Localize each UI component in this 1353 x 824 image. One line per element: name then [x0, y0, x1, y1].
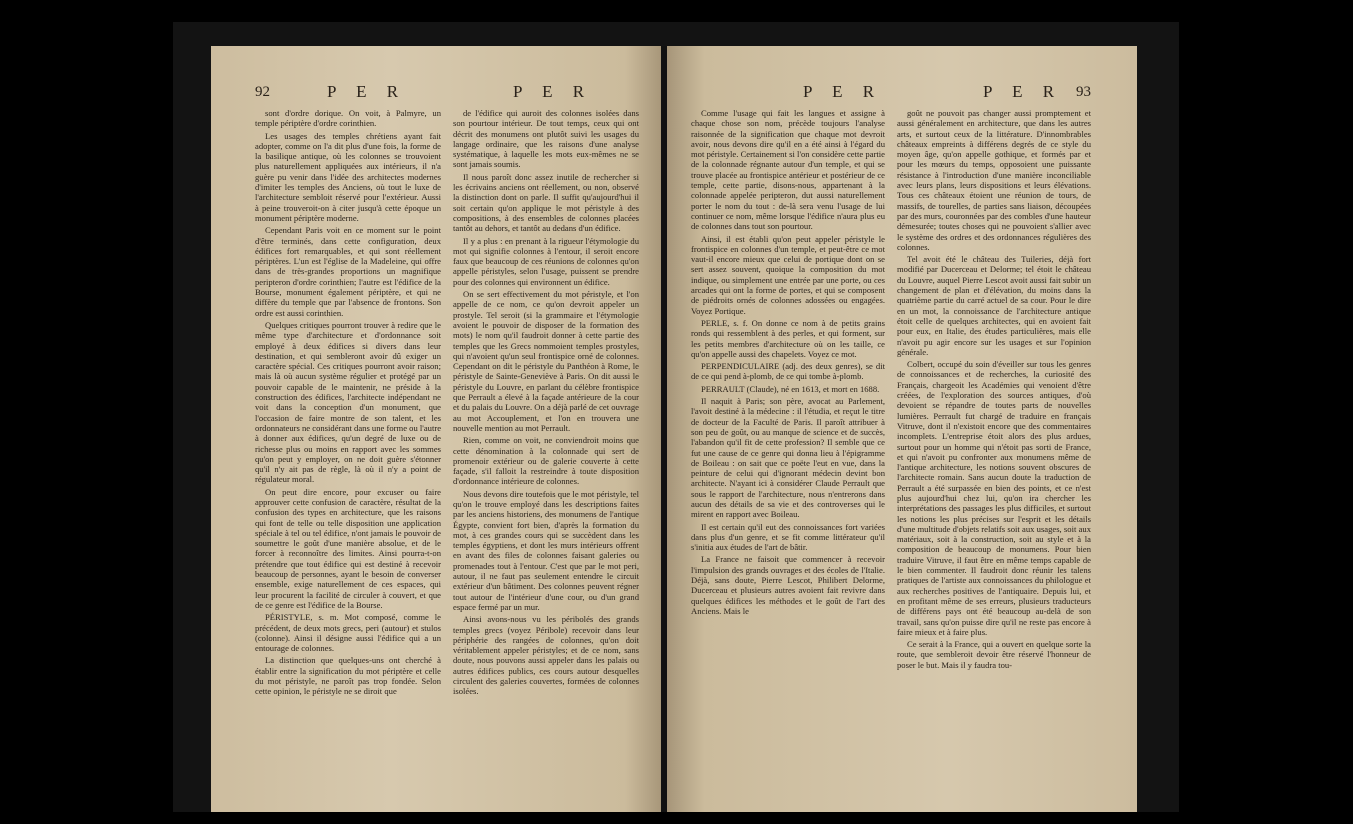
paragraph: On peut dire encore, pour excuser ou faire approuver cette confusion de caractère, résultat de la confusion des types en architecture, que les raisons qui font de telle ou telle disposition une application spéciale à tel ou tel édifice, n'ont jamais le pouvoir de soumettre le goût d'une manière absolue, et de le forcer à reconnoître des limites. Ainsi pourra-t-on prétendre que tout édifice qui est destiné à recevoir beaucoup de personnes, ayant le besoin de converser ensemble, exige naturellement de ces espaces, qui leur procurent la facilité de circuler à couvert, et que de ce genre est l'édifice de la Bourse. — [255, 486, 441, 610]
paragraph: On se sert effectivement du mot péristyle, et l'on appelle de ce nom, ce qu'on devroit appeler un prostyle. Tel seroit (si la grammaire et l'étymologie avoient le pouvoir de disposer de la formation des mots) le nom qu'il faudroit donner à cette partie des temples que les Grecs nommoient temples prostyles, qui n'avoient qu'un seul frontispice orné de colonnes. Cependant on dit le péristyle du Panthéon à Rome, le péristyle de Sainte-Geneviève à Paris. On dit aussi le péristyle du Louvre, en parlant du célèbre frontispice que Perrault a élevé à la façade antérieure de la cour et du palais du Louvre. On a déjà parlé de cet ouvrage au mot Accouplement, et l'on en trouvera une nouvelle mention au mot Perrault. — [453, 289, 639, 433]
paragraph: Rien, comme on voit, ne conviendroit moins que cette dénomination à la colonnade qui sert de promenoir extérieur ou de galerie couverte à cette façade, s'il falloit la restreindre à toute disposition d'ordonnance intérieure de colonnes. — [453, 435, 639, 487]
text-column-1 — [255, 108, 441, 798]
head-left: P E R — [803, 82, 883, 101]
paragraph: La France ne faisoit que commencer à recevoir l'impulsion des grands ouvrages et des écoles de l'Italie. Déjà, sans doute, Pierre Lescot, Philibert Delorme, Ducerceau et plusieurs autres avoient fait revivre dans quelques édifices les méthodes et le goût de l'art des Anciens. Mais le — [691, 554, 885, 616]
paragraph: PERLE, s. f. On donne ce nom à de petits grains ronds qui ressemblent à des perles, et qui forment, sur les petits membres d'architecture où on les taille, ce qu'on appelle aussi des chapelets. Voyez ce mot. — [691, 317, 885, 359]
running-head — [255, 82, 639, 102]
paragraph: Il est certain qu'il eut des connoissances fort variées dans plus d'un genre, et se fit comme littérateur qu'il s'initia aux études de l'art de bâtir. — [691, 521, 885, 553]
paragraph: de l'édifice qui auroit des colonnes isolées dans son pourtour intérieur. De tout temps, ceux qui ont décrit des monumens ont plutôt suivi les usages du langage ordinaire, que les raisons d'une analyse systématique, à laquelle les mots eux-mêmes ne se sont jamais soumis. — [453, 108, 639, 170]
page-number: 93 — [1076, 84, 1091, 100]
text-columns — [691, 108, 1091, 798]
right-page — [667, 46, 1137, 812]
paragraph: sont d'ordre dorique. On voit, à Palmyre, un temple périptère d'ordre corinthien. — [255, 108, 441, 129]
paragraph: goût ne pouvoit pas changer aussi promptement et aussi généralement en architecture, que dans les autres arts, et surtout ceux de la littérature. D'innombrables châteaux empreints à différens degrés de ce style du moyen âge, qu'on appelle gothique, et formés par et pour les mœurs du temps, opposoient une puissante résistance à l'introduction d'une manière inconciliable avec leurs plans, leurs dispositions et leurs élévations. Tous ces châteaux étoient une réunion de tours, de massifs, de tourelles, de parties sans liaison, découpées par des murs, couronnées par des combles d'une hauteur démesurée; toutes choses qui ne pouvoient s'allier avec le système des ordres et des ordonnances régulières des colonnes. — [897, 108, 1091, 252]
paragraph: Les usages des temples chrétiens ayant fait adopter, comme on l'a dit plus d'une fois, la forme de la basilique antique, où les colonnes se trouvoient plus naturellement appliquées aux intérieurs, il n'a guère pu venir dans l'idée des architectes modernes d'imiter les temples des Anciens, où tout le luxe de l'architecture sembloit réservé pour l'extérieur. Aussi à peine trouveroit-on à citer jusqu'à cette époque un monument périptère moderne. — [255, 130, 441, 223]
paragraph: Quelques critiques pourront trouver à redire que le même type d'architecture et d'ordonnance soit employé à deux édifices si divers dans leur destination, et qui sembleront avoir dû exiger un caractère spécial. Ces critiques pourront avoir raison; mais là où aucun système régulier et protégé par un pouvoir capable de le maintenir, ne préside à la construction des édifices, l'architecte indépendant ne voit dans la conception d'un monument, que l'occasion de faire montre de son talent, et les ordonnateurs ne considérant dans une forme ou l'autre à donner aux édifices, qu'un degré de luxe ou de richesse plus ou moins en rapport avec les sommes qu'on peut y employer, on ne doit guère s'étonner qu'il n'y ait pas de règle, là où il n'y a point de régulateur moral. — [255, 319, 441, 485]
paragraph: Colbert, occupé du soin d'éveiller sur tous les genres de connoissances et de recherches, la curiosité des Français, chargeoit les Académies qui venoient d'être créées, de l'exploration des sources antiques, d'où devoient se répandre de toutes parts de nouvelles lumières. Perrault fut chargé de traduire en français Vitruve, dont il n'existoit encore que des commentaires incomplets. L'entreprise étoit alors des plus ardues, surtout pour un homme qui n'étoit pas sorti de France, et qui n'avoit pu confronter aux monumens même de l'antique architecture, les notions souvent obscures de l'architecte romain. Sans aucun doute la traduction de Perrault a été surpassée en bien des points, et ce n'est plus aujourd'hui chez lui, qu'on ira chercher les interprétations des passages les plus difficiles, et surtout les notions les plus précises sur l'esprit et les détails d'une multitude d'objets relatifs soit aux usages, soit aux matériaux, soit à la construction, soit au style et à la composition de beaucoup de monumens. Pour bien traduire Vitruve, il faut être en même temps capable de le bien commenter. Il faudroit donc réunir les talens pratiques de l'artiste aux connoissances du philologue et aux recherches positives de l'antiquaire. Depuis lui, et en profitant même de ses erreurs, plusieurs traducteurs de différens pays ont été beaucoup au-delà de son travail, sans qu'on puisse dire qu'il ne reste pas encore à faire mieux et à faire plus. — [897, 359, 1091, 637]
paragraph: PERPENDICULAIRE (adj. des deux genres), se dit de ce qui pend à-plomb, de ce qui tombe à-plomb. — [691, 361, 885, 382]
paragraph: Comme l'usage qui fait les langues et assigne à chaque chose son nom, précède toujours l'analyse raisonnée de la signification que chaque mot devroit avoir, nous devons dire qu'il en a été ainsi à l'égard du mot péristyle. Certainement si l'on considère cette partie de la colonnade régnante autour d'un temple, et qui se trouve placée au frontispice antérieur et postérieur de ce temple, cette partie, disons-nous, appartenant à la colonnade appelée peripteron, dut aussi naturellement porter le nom du tout : de-là sera venu l'usage de lui continuer ce nom, même lorsque l'édifice n'aura plus eu de colonnes dans tout son pourtour. — [691, 108, 885, 232]
head-right: P E R — [513, 82, 593, 101]
head-left: P E R — [327, 82, 407, 101]
paragraph: Il naquit à Paris; son père, avocat au Parlement, l'avoit destiné à la médecine : il l'étudia, et reçut le titre de docteur de la Faculté de Paris. Il paroît attribuer à son peu de goût, ou au manque de science et de succès, l'abandon qu'il fit de cette profession? Il semble que ce fut une cause de ce genre qui donna lieu à l'épigramme de Boileau : on sait que ce poëte l'eut en vue, dans la peinture de celui qui d'ignorant médecin devint bon architecte. N'ayant ici à considérer Claude Perrault que sous le rapport de l'architecture, nous n'entrerons dans aucun des détails de sa vie et des controverses qui le mirent en rapport avec Boileau. — [691, 396, 885, 520]
paragraph: Il y a plus : en prenant à la rigueur l'étymologie du mot qui signifie colonnes à l'entour, il seroit encore faux que beaucoup de ces réunions de colonnes qu'on appelle péristyles, selon l'usage, puissent se prendre pour des colonnes qui environnent un édifice. — [453, 235, 639, 287]
paragraph: Cependant Paris voit en ce moment sur le point d'être terminés, dans cette configuration, deux édifices fort remarquables, et qui sont réellement périptères. L'un est l'église de la Madeleine, qui offre dans de très-grandes proportions un magnifique peripteron d'ordre corinthien; l'autre est l'édifice de la Bourse, monument également périptère, et qui ne diffère du temple que par l'absence de frontons. Son ordre est aussi corinthien. — [255, 225, 441, 318]
text-columns — [255, 108, 639, 798]
paragraph: Tel avoit été le château des Tuileries, déjà fort modifié par Ducerceau et Delorme; tel étoit le château du Louvre, auquel Pierre Lescot avoit aussi fait subir un changement de plan et d'élévation, du moins dans la quatrième partie du carré actuel de sa cour. Pour le dire en un mot, la connoissance de l'architecture antique étoit celle de quelques architectes, qui en avoient fait pour eux, en Italie, des études particulières, mais elle n'avoit pu agir encore sur les usages et sur l'opinion générale. — [897, 254, 1091, 357]
book-scan — [173, 22, 1179, 812]
paragraph: Ainsi avons-nous vu les péribolés des grands temples grecs (voyez Péribole) recevoir dans leur périphérie des rangées de colonnes, qu'on doit véritablement appeler péristyles; et de ce nom, sans doute, nous pouvons aussi appeler dans les palais ou autres édifices publics, ces cours autour desquelles circulent des galeries couvertes, formées de colonnes isolées. — [453, 614, 639, 697]
running-head — [691, 82, 1091, 102]
left-page — [211, 46, 661, 812]
page-number: 92 — [255, 84, 270, 100]
text-column-1 — [691, 108, 885, 798]
paragraph: PÉRISTYLE, s. m. Mot composé, comme le précédent, de deux mots grecs, peri (autour) et stulos (colonne). Ainsi il désigne aussi l'édifice qui a un entourage de colonnes. — [255, 612, 441, 654]
paragraph: PERRAULT (Claude), né en 1613, et mort en 1688. — [701, 383, 880, 394]
paragraph: La distinction que quelques-uns ont cherché à établir entre la signification du mot périptère et celle du mot péristyle, ne paroît pas trop fondée. Selon cette opinion, le péristyle ne se diroit que — [255, 655, 441, 697]
text-column-2 — [453, 108, 639, 798]
paragraph: Ainsi, il est établi qu'on peut appeler péristyle le frontispice en colonnes d'un temple, et peut-être ce mot vaut-il encore mieux que celui de portique dont on se sert assez souvent, quoique la composition du mot indique, ou simplement une entrée par une porte, ou ces arcades qui ont la forme de portes, et qui se composent de piédroits ornés de colonnes adossées ou engagées. Voyez Portique. — [691, 233, 885, 316]
paragraph: Il nous paroît donc assez inutile de rechercher si les écrivains anciens ont réellement, ou non, observé la distinction dont on parle. Il suffit qu'aujourd'hui il soit certain qu'on applique le mot péristyle à des compositions, à des ensembles de colonnes placées tantôt au dehors, et tantôt au dedans d'un édifice. — [453, 171, 639, 234]
text-column-2 — [897, 108, 1091, 798]
paragraph: Ce serait à la France, qui a ouvert en quelque sorte la route, que sembleroit devoir être réservé l'honneur de poser le but. Mais il y faudra tou- — [897, 639, 1091, 670]
paragraph: Nous devons dire toutefois que le mot péristyle, tel qu'on le trouve employé dans les descriptions faites par les anciens historiens, des monumens de l'antique Égypte, convient fort bien, d'après la formation du mot, à ces grandes cours qui se succèdent dans les temples égyptiens, et dont les murs intérieurs offrent en avant des files de colonnes faisant galeries ou promenades tout à l'entour. C'est que par le mot peri, autour, il ne faut pas seulement entendre le circuit extérieur d'un bâtiment. Des colonnes peuvent régner tout autour de l'intérieur d'une cour, ou d'un grand espace fermé par un mur. — [453, 488, 639, 612]
head-right: P E R — [983, 82, 1063, 101]
